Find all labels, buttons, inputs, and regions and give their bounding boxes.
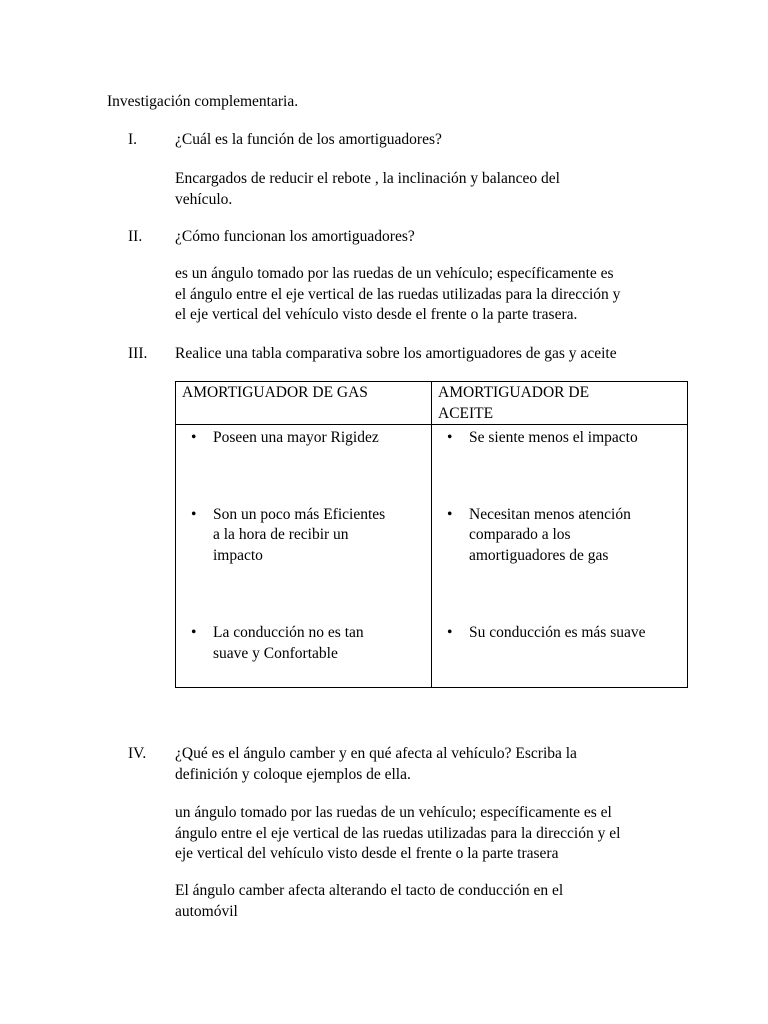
aceite-cell xyxy=(432,425,688,688)
header-aceite-line-1: AMORTIGUADOR DE xyxy=(438,384,590,401)
question-i: ¿Cuál es la función de los amortiguadores? xyxy=(175,131,442,148)
answer-iv xyxy=(175,803,695,865)
list-item xyxy=(432,428,687,449)
aceite-item-1-line-1: Se siente menos el impacto xyxy=(469,429,638,446)
list-item xyxy=(176,428,431,449)
gas-item-2-line-2: a la hora de recibir un xyxy=(213,526,349,543)
bullet-icon: • xyxy=(191,505,197,523)
gas-list xyxy=(176,428,431,664)
answer-ii-line-1: es un ángulo tomado por las ruedas de un vehículo; específicamente es xyxy=(175,265,614,282)
header-aceite-line-2: ACEITE xyxy=(438,404,494,422)
aceite-item-3-line-1: Su conducción es más suave xyxy=(469,624,646,641)
gas-item-1-line-1: Poseen una mayor Rigidez xyxy=(213,429,379,446)
answer-ii-line-2: el ángulo entre el eje vertical de las ruedas utilizadas para la dirección y xyxy=(175,285,621,303)
gas-cell xyxy=(176,425,432,688)
table-row xyxy=(176,425,688,688)
section-number-iv: IV. xyxy=(128,745,147,762)
table-header-row xyxy=(176,382,688,425)
answer-iv-line-2: ángulo entre el eje vertical de las ruedas utilizadas para la dirección y el xyxy=(175,824,621,842)
answer-i xyxy=(175,169,675,210)
list-item xyxy=(432,623,687,644)
aceite-item-2-line-3: amortiguadores de gas xyxy=(469,546,609,564)
gas-item-2-line-3: impacto xyxy=(213,546,263,564)
aceite-item-2-line-2: comparado a los xyxy=(469,526,571,543)
header-gas-label: AMORTIGUADOR DE GAS xyxy=(182,384,368,401)
bullet-icon: • xyxy=(447,505,453,523)
answer-ii xyxy=(175,264,695,326)
comparison-table xyxy=(175,381,688,688)
document-title: Investigación complementaria. xyxy=(107,93,299,110)
answer-iv-effect xyxy=(175,881,695,922)
question-iv xyxy=(175,744,695,785)
question-ii: ¿Cómo funcionan los amortiguadores? xyxy=(175,228,415,245)
gas-item-3-line-2: suave y Confortable xyxy=(213,644,338,662)
bullet-icon: • xyxy=(447,429,453,446)
gas-item-2-line-1: Son un poco más Eficientes xyxy=(213,505,386,523)
gas-item-3-line-1: La conducción no es tan xyxy=(213,624,364,641)
question-iv-line-2: definición y coloque ejemplos de ella. xyxy=(175,765,411,783)
bullet-icon: • xyxy=(191,624,197,641)
bullet-icon: • xyxy=(191,429,197,446)
header-aceite xyxy=(432,382,688,425)
question-iv-line-1: ¿Qué es el ángulo camber y en qué afecta al vehículo? Escriba la xyxy=(175,745,577,762)
answer-i-line-2: vehículo. xyxy=(175,190,233,208)
aceite-list xyxy=(432,428,687,644)
answer-ii-line-3: el eje vertical del vehículo visto desde el frente o la parte trasera. xyxy=(175,306,578,323)
list-item xyxy=(432,505,687,567)
list-item xyxy=(176,505,431,567)
header-gas xyxy=(176,382,432,425)
answer-iv-effect-line-2: automóvil xyxy=(175,902,238,920)
answer-iv-line-1: un ángulo tomado por las ruedas de un vehículo; específicamente es el xyxy=(175,804,612,821)
answer-i-line-1: Encargados de reducir el rebote , la inclinación y balanceo del xyxy=(175,170,560,187)
aceite-item-2-line-1: Necesitan menos atención xyxy=(469,505,631,523)
section-number-ii: II. xyxy=(128,228,143,245)
answer-iv-line-3: eje vertical del vehículo visto desde el frente o la parte trasera xyxy=(175,845,559,862)
question-iii: Realice una tabla comparativa sobre los amortiguadores de gas y aceite xyxy=(175,345,617,362)
list-item xyxy=(176,623,431,664)
section-number-i: I. xyxy=(128,131,138,148)
bullet-icon: • xyxy=(447,624,453,641)
section-number-iii: III. xyxy=(128,345,148,362)
answer-iv-effect-line-1: El ángulo camber afecta alterando el tacto de conducción en el xyxy=(175,882,564,899)
